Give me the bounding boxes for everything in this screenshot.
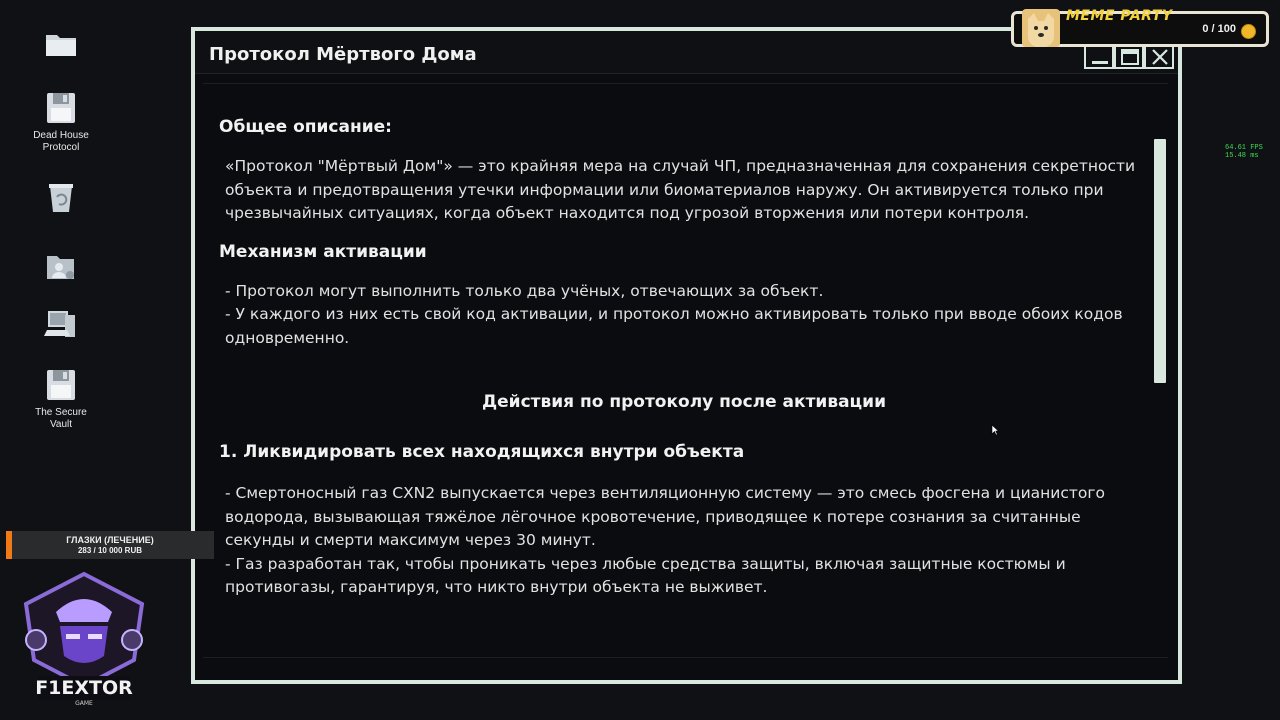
section-heading: Механизм активации xyxy=(219,241,427,262)
desktop-icon-label: Dead House Protocol xyxy=(33,130,89,153)
meme-party-count: 0 / 100 xyxy=(1202,23,1236,35)
logo-text: F1EXTOR xyxy=(35,677,133,699)
maximize-icon xyxy=(1120,48,1140,66)
frame-time: 15.48 ms xyxy=(1225,152,1259,160)
section-paragraph: «Протокол "Мёртвый Дом"» — это крайняя мера на случай ЧП, предназначенная для сохранения секретности объекта и предотвращения утечки информации или биоматериалов наружу. Он активируется только при чрезвычайных ситуациях, когда объект находится под угрозой вторжения или потери контроля. xyxy=(225,157,1136,222)
section-paragraph: - Протокол могут выполнить только два учёных, отвечающих за объект. xyxy=(225,281,824,300)
section-heading: Действия по протоколу после активации xyxy=(482,392,886,412)
meme-party-title: MEME PARTY xyxy=(1066,8,1173,24)
divider xyxy=(203,83,1168,84)
section-paragraph: - У каждого из них есть свой код активации, и протокол можно активировать только при вводе обоих кодов одновременно. xyxy=(225,305,1123,347)
floppy-disk-icon xyxy=(43,367,79,403)
fps-counter xyxy=(1225,144,1263,160)
window-body xyxy=(195,31,1178,680)
donation-amount: 283 / 10 000 RUB xyxy=(77,546,143,555)
desktop-icon-secure-vault[interactable] xyxy=(30,367,92,431)
floppy-disk-icon xyxy=(43,90,79,126)
meme-party-widget xyxy=(1011,8,1269,47)
user-settings-icon xyxy=(43,248,79,284)
minimize-icon xyxy=(1090,48,1110,66)
section-paragraph: - Смертоносный газ CXN2 выпускается через вентиляционную систему — это смесь фосгена и цианистого водорода, вызывающая тяжёлое лёгочное кровотечение, приводящее к потере сознания за считанные секунды и смерти максимум через 30 минут. xyxy=(225,484,1106,549)
section-heading: 1. Ликвидировать всех находящихся внутри объекта xyxy=(219,442,745,462)
mouse-cursor-icon xyxy=(991,424,999,436)
folder-icon xyxy=(43,26,79,62)
fps-value: 64.61 FPS xyxy=(1225,144,1263,152)
computer-icon xyxy=(43,306,79,342)
document-content[interactable] xyxy=(203,83,1168,658)
desktop-icon-label: The Secure Vault xyxy=(35,407,87,430)
donation-title: ГЛАЗКИ (ЛЕЧЕНИЕ) xyxy=(66,535,154,545)
desktop-icon-users[interactable] xyxy=(30,248,92,284)
section-paragraph: - Газ разработан так, чтобы проникать через любые средства защиты, включая защитные костюмы и противогазы, гарантируя, что никто внутри объекта не выживет. xyxy=(225,554,1066,596)
f1extor-logo xyxy=(16,568,152,708)
document-window xyxy=(191,27,1182,684)
section-heading: Общее описание: xyxy=(219,117,392,137)
desktop-icon-folder[interactable] xyxy=(30,26,92,62)
document-text xyxy=(219,117,1149,600)
recycle-bin-icon xyxy=(43,180,79,216)
donation-goal xyxy=(6,531,214,559)
close-icon xyxy=(1150,48,1170,66)
coin-icon xyxy=(1241,24,1256,39)
scrollbar-thumb[interactable] xyxy=(1154,139,1166,383)
desktop-icon-recycle-bin[interactable] xyxy=(30,180,92,216)
desktop-icon-dead-house-protocol[interactable] xyxy=(30,90,92,154)
desktop-icon-computer[interactable] xyxy=(30,306,92,342)
window-title: Протокол Мёртвого Дома xyxy=(209,44,477,65)
doge-icon xyxy=(1022,9,1060,47)
divider xyxy=(203,657,1168,658)
logo-subtext: GAME xyxy=(75,700,93,707)
